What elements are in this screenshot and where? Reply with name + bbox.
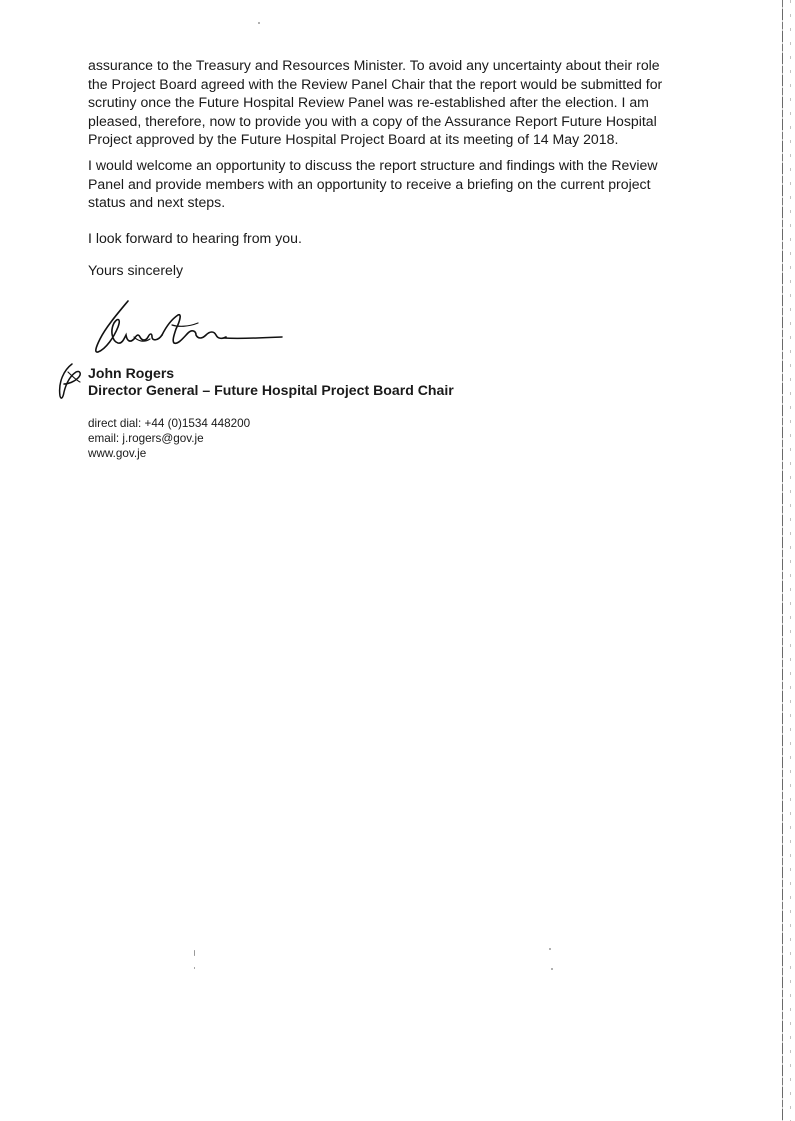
signatory-title: Director General – Future Hospital Project Board Chair bbox=[88, 382, 454, 398]
direct-dial: direct dial: +44 (0)1534 448200 bbox=[88, 417, 251, 430]
scan-edge-line bbox=[782, 0, 783, 1121]
scan-speck bbox=[258, 22, 260, 24]
scan-speck bbox=[194, 967, 195, 969]
body-paragraph-2: I would welcome an opportunity to discuss the report structure and findings with the Review Panel and provide members with an opportunity to receive a briefing on the current project status and next steps. bbox=[88, 157, 658, 210]
initial-mark bbox=[54, 362, 88, 402]
scan-speck bbox=[551, 968, 553, 970]
contact-details bbox=[88, 416, 250, 461]
closing-line: I look forward to hearing from you. bbox=[88, 230, 302, 246]
scan-speck bbox=[549, 948, 551, 950]
scan-speck bbox=[194, 950, 195, 956]
scan-edge-line-outer bbox=[790, 0, 791, 1121]
valediction: Yours sincerely bbox=[88, 262, 184, 278]
signatory-name: John Rogers bbox=[88, 365, 175, 381]
website-link: www.gov.je bbox=[88, 447, 147, 460]
email-address: email: j.rogers@gov.je bbox=[88, 432, 204, 445]
handwritten-signature bbox=[88, 297, 288, 362]
body-paragraph-1: assurance to the Treasury and Resources Minister. To avoid any uncertainty about their role the Project Board agreed with the Review Panel Chair that the report would be submitted for scrutiny once the Future Hospital Review Panel was re-established after the election. I am pleased, therefore, now to provide you with a copy of the Assurance Report Future Hospital Project approved by the Future Hospital Project Board at its meeting of 14 May 2018. bbox=[88, 57, 663, 147]
